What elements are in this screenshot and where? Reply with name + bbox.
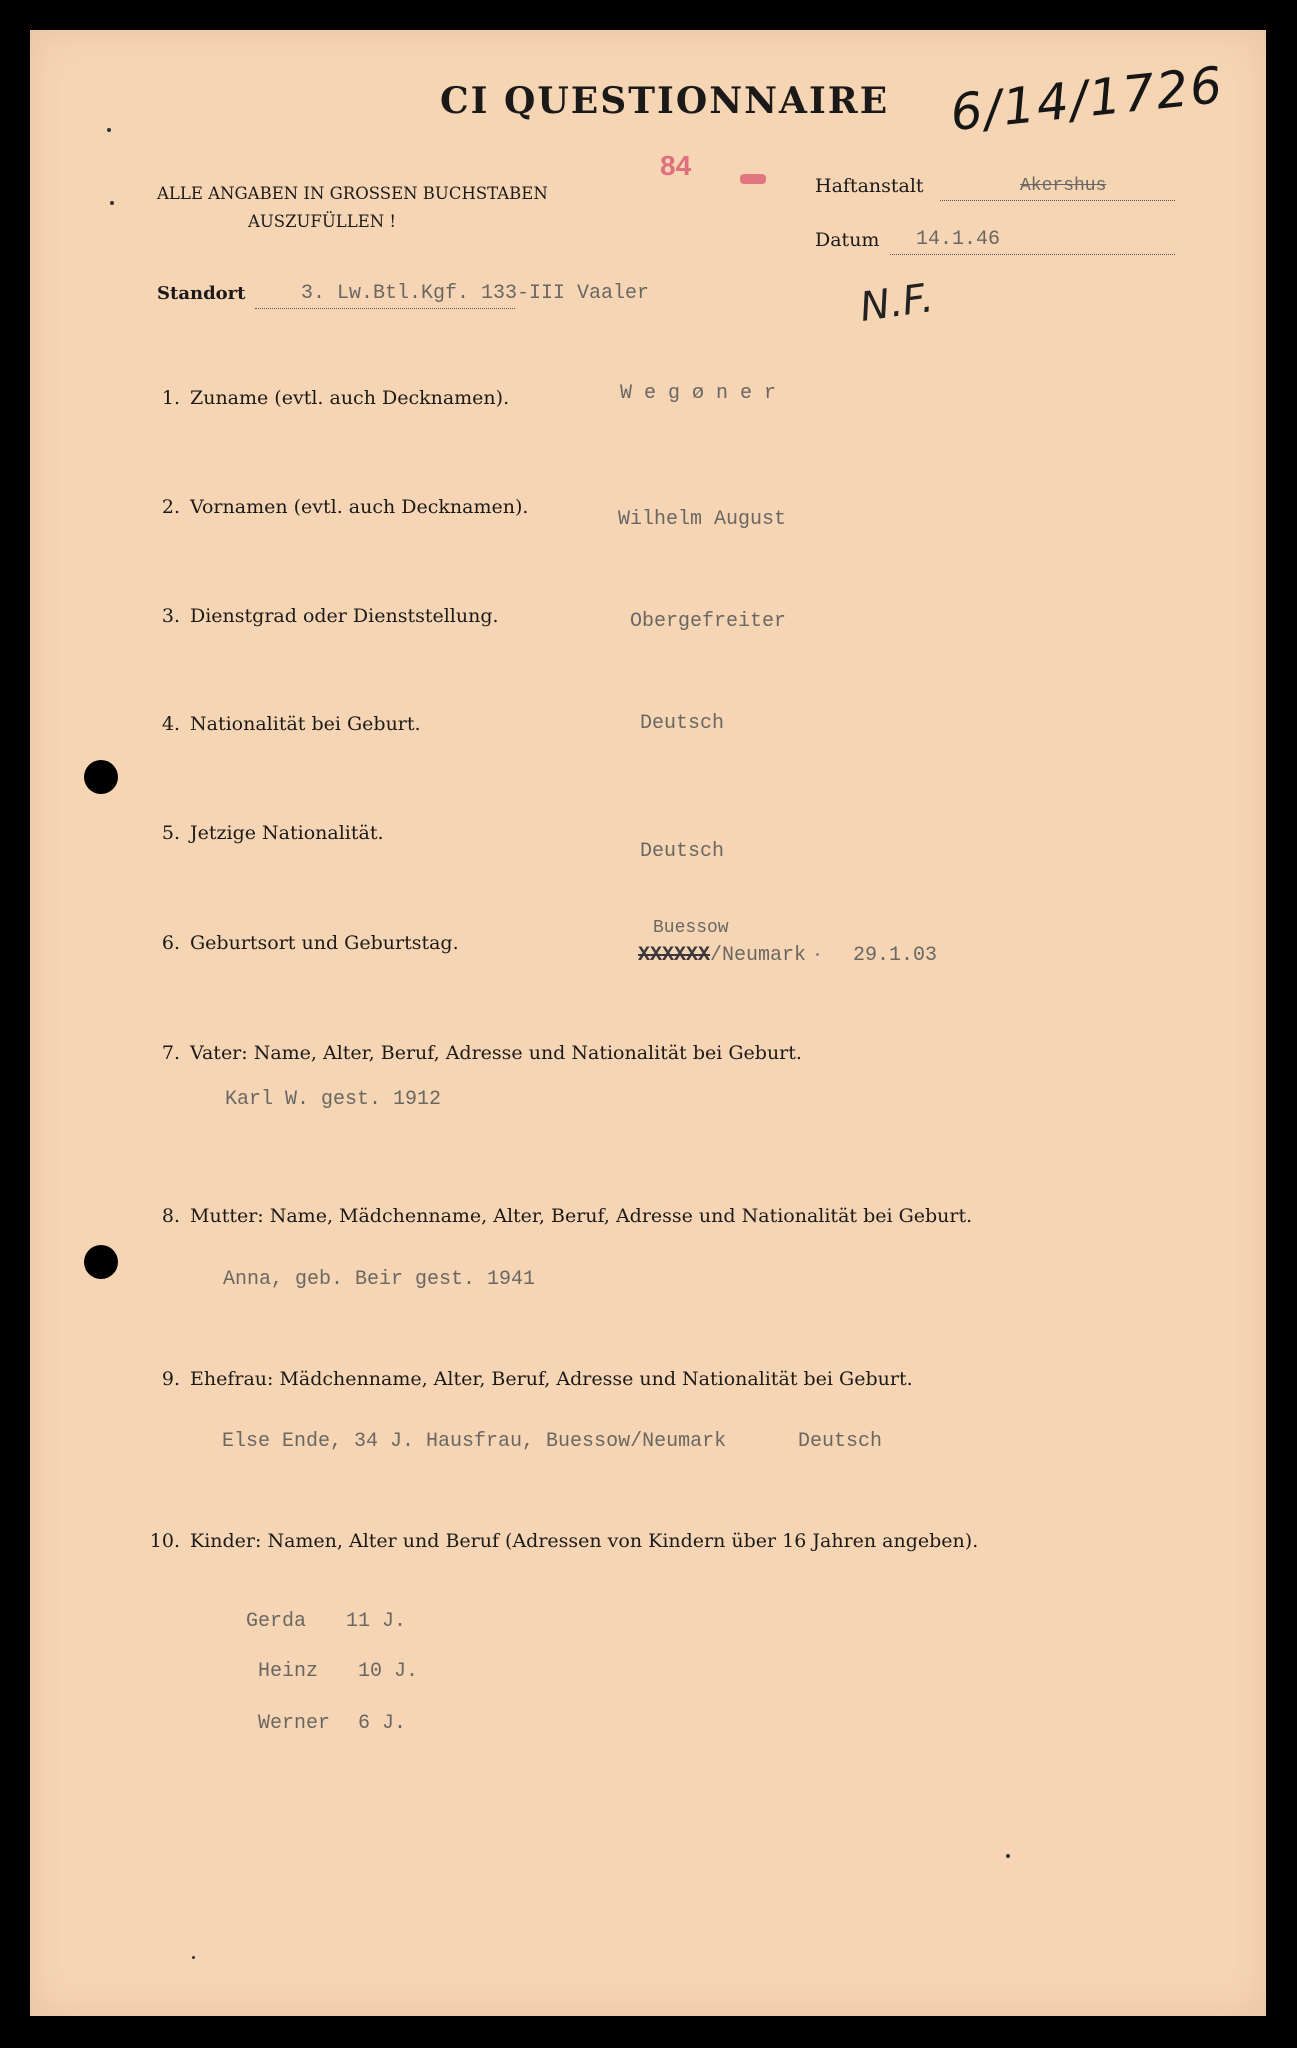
question-number: 3. [161, 605, 180, 627]
paper-speck [107, 128, 111, 132]
question-9 [146, 1368, 913, 1390]
question-4 [146, 713, 421, 735]
question-label: Zuname (evtl. auch Decknamen). [190, 387, 510, 409]
handwritten-initials: N.F. [857, 275, 937, 331]
instructions-line-1: ALLE ANGABEN IN GROSSEN BUCHSTABEN [157, 184, 548, 203]
datum-value: 14.1.46 [916, 228, 1001, 251]
child-age: 6 J. [358, 1712, 407, 1735]
question-number: 1. [161, 387, 180, 409]
child-row [258, 1660, 418, 1683]
answer-8: Anna, geb. Beir gest. 1941 [223, 1268, 536, 1291]
page-title: CI QUESTIONNAIRE [440, 80, 890, 122]
punch-hole [84, 1245, 118, 1279]
question-label: Ehefrau: Mädchenname, Alter, Beruf, Adresse und Nationalität bei Geburt. [190, 1368, 913, 1390]
answer-4: Deutsch [640, 712, 725, 735]
question-label: Vater: Name, Alter, Beruf, Adresse und Nationalität bei Geburt. [190, 1042, 802, 1064]
question-3 [146, 605, 499, 627]
question-2 [146, 496, 528, 518]
child-age: 10 J. [358, 1660, 419, 1683]
child-row [246, 1610, 406, 1633]
question-label: Geburtsort und Geburtstag. [190, 932, 459, 954]
paper-speck [1006, 1854, 1010, 1858]
standort-label: Standort [157, 283, 246, 304]
child-name: Gerda [246, 1610, 307, 1633]
haftanstalt-label: Haftanstalt [815, 175, 924, 197]
question-number: 2. [161, 496, 180, 518]
standort-value: 3. Lw.Btl.Kgf. 133-III Vaaler [301, 282, 650, 305]
question-number: 9. [161, 1368, 180, 1390]
red-stamp-mark [740, 174, 766, 184]
question-number: 4. [161, 713, 180, 735]
paper-speck [192, 1956, 195, 1959]
red-stamp: 84 [660, 150, 692, 181]
child-age: 11 J. [346, 1610, 407, 1633]
question-number: 10. [149, 1530, 180, 1552]
question-label: Kinder: Namen, Alter und Beruf (Adressen von Kindern über 16 Jahren angeben). [190, 1530, 979, 1552]
instructions-line-2: AUSZUFÜLLEN ! [247, 212, 397, 231]
answer-1: W e g ø n e r [620, 382, 777, 405]
answer-6-struck-text: XXXXXX [638, 944, 711, 967]
question-1 [146, 387, 509, 409]
paper-speck [110, 201, 114, 205]
question-7 [146, 1042, 802, 1064]
question-number: 8. [161, 1205, 180, 1227]
answer-6-birthplace-correction: Buessow [653, 918, 729, 938]
answer-9: Else Ende, 34 J. Hausfrau, Buessow/Neumark [222, 1430, 727, 1453]
question-label: Vornamen (evtl. auch Decknamen). [190, 496, 529, 518]
child-name: Heinz [258, 1660, 319, 1683]
answer-7: Karl W. gest. 1912 [225, 1088, 442, 1111]
question-label: Dienstgrad oder Dienststellung. [190, 605, 499, 627]
question-8 [146, 1205, 972, 1227]
handwritten-file-number: 6/14/1726 [947, 55, 1227, 143]
standort-field [255, 282, 650, 309]
question-number: 7. [161, 1042, 180, 1064]
child-row [258, 1712, 406, 1735]
child-name: Werner [258, 1712, 331, 1735]
question-number: 6. [161, 932, 180, 954]
haftanstalt-value: Akershus [1020, 176, 1107, 196]
answer-9-nationality: Deutsch [798, 1430, 883, 1453]
punch-hole [84, 760, 118, 794]
question-5 [146, 822, 384, 844]
answer-6-date: 29.1.03 [853, 944, 938, 967]
answer-2: Wilhelm August [618, 508, 787, 531]
question-label: Mutter: Name, Mädchenname, Alter, Beruf, Adresse und Nationalität bei Geburt. [190, 1205, 973, 1227]
question-label: Jetzige Nationalität. [190, 822, 384, 844]
answer-6 [638, 944, 937, 967]
answer-6-place: /Neumark [710, 944, 807, 967]
answer-5: Deutsch [640, 840, 725, 863]
answer-3: Obergefreiter [630, 610, 787, 633]
datum-label: Datum [815, 229, 880, 251]
instructions [157, 180, 548, 236]
separator-mark [816, 953, 819, 956]
question-10 [146, 1530, 978, 1552]
question-label: Nationalität bei Geburt. [190, 713, 421, 735]
question-number: 5. [161, 822, 180, 844]
haftanstalt-field [940, 176, 1175, 201]
questionnaire-page [30, 30, 1266, 2016]
datum-field [890, 230, 1175, 255]
question-6 [146, 932, 459, 954]
